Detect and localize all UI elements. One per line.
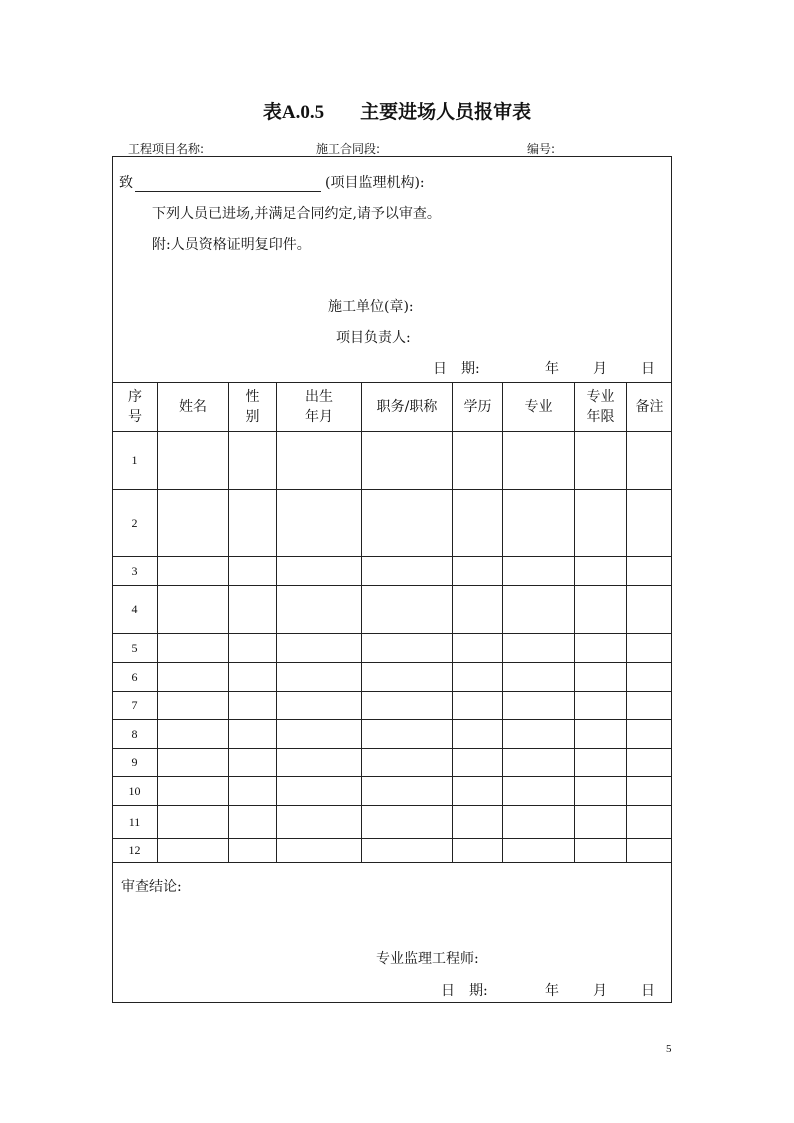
row-number: 1 xyxy=(131,453,138,467)
recipient-line xyxy=(119,174,425,192)
recipient-prefix: 致 xyxy=(119,175,133,191)
review-conclusion-label: 审查结论: xyxy=(121,879,182,895)
form-number-label: 编号: xyxy=(527,142,556,156)
date-month: 月 xyxy=(593,361,607,377)
row-number: 12 xyxy=(128,843,141,857)
row-number: 7 xyxy=(131,698,138,712)
date-label: 日 期: xyxy=(433,361,480,377)
review-date-day: 日 xyxy=(641,983,655,999)
row-divider xyxy=(112,556,672,557)
column-divider xyxy=(157,382,158,862)
row-divider xyxy=(112,691,672,692)
form-name: 主要进场人员报审表 xyxy=(360,101,532,123)
column-header xyxy=(575,387,626,427)
row-divider xyxy=(112,838,672,839)
column-divider xyxy=(276,382,277,862)
column-divider xyxy=(502,382,503,862)
column-header-line: 姓名 xyxy=(179,398,207,415)
date-day: 日 xyxy=(641,361,655,377)
review-date-label: 日 期: xyxy=(441,983,488,999)
project-name-label: 工程项目名称: xyxy=(128,142,205,156)
letter-body: 下列人员已进场,并满足合同约定,请予以审查。 xyxy=(152,206,441,222)
column-header-line: 出生 xyxy=(305,388,333,405)
column-header-line: 性 xyxy=(245,388,260,405)
column-header xyxy=(503,397,574,417)
recipient-suffix: (项目监理机构): xyxy=(325,175,425,191)
row-number: 2 xyxy=(131,515,138,530)
contract-section-label: 施工合同段: xyxy=(316,142,381,156)
column-header xyxy=(158,397,228,417)
review-date-year: 年 xyxy=(545,983,559,999)
table-header-divider xyxy=(112,431,672,432)
column-header-line: 专业 xyxy=(524,398,553,415)
page-number: 5 xyxy=(666,1043,672,1055)
column-header xyxy=(627,397,672,417)
column-header-line: 备注 xyxy=(635,398,664,415)
row-number: 6 xyxy=(131,669,138,684)
supervising-engineer-label: 专业监理工程师: xyxy=(376,951,479,967)
form-frame xyxy=(112,156,672,1003)
column-header-line: 学历 xyxy=(463,398,492,415)
row-divider xyxy=(112,489,672,490)
attachment-note: 附:人员资格证明复印件。 xyxy=(152,237,311,253)
column-header-line: 号 xyxy=(128,408,142,425)
column-header-line: 序 xyxy=(128,388,142,405)
date-year: 年 xyxy=(545,361,559,377)
column-header-line: 年月 xyxy=(305,408,333,425)
row-divider xyxy=(112,662,672,663)
row-number: 3 xyxy=(131,563,138,578)
column-header-line: 别 xyxy=(245,408,260,425)
row-divider xyxy=(112,633,672,634)
row-number: 11 xyxy=(128,814,141,829)
row-number: 4 xyxy=(131,602,138,616)
column-divider xyxy=(574,382,575,862)
row-divider xyxy=(112,748,672,749)
column-header-line: 专业 xyxy=(586,388,615,405)
row-divider xyxy=(112,776,672,777)
construction-unit-label: 施工单位(章): xyxy=(328,299,414,315)
recipient-blank[interactable] xyxy=(135,178,321,192)
column-divider xyxy=(452,382,453,862)
row-number: 9 xyxy=(131,755,138,769)
column-header-line: 职务/职称 xyxy=(376,398,438,415)
column-header xyxy=(113,387,157,427)
row-divider xyxy=(112,719,672,720)
project-manager-label: 项目负责人: xyxy=(336,330,411,346)
form-code: 表A.0.5 xyxy=(262,102,325,123)
row-divider xyxy=(112,862,672,863)
review-date-month: 月 xyxy=(593,983,607,999)
column-divider xyxy=(361,382,362,862)
row-number: 5 xyxy=(131,640,138,655)
column-header xyxy=(453,397,502,417)
column-divider xyxy=(626,382,627,862)
column-header xyxy=(277,387,361,427)
row-number: 8 xyxy=(131,726,138,741)
row-divider xyxy=(112,805,672,806)
column-header-line: 年限 xyxy=(586,408,615,425)
form-title xyxy=(0,97,794,127)
column-header xyxy=(362,397,452,417)
row-number: 10 xyxy=(128,783,141,798)
table-top-border xyxy=(112,382,672,383)
column-divider xyxy=(228,382,229,862)
column-header xyxy=(229,387,276,427)
row-divider xyxy=(112,585,672,586)
